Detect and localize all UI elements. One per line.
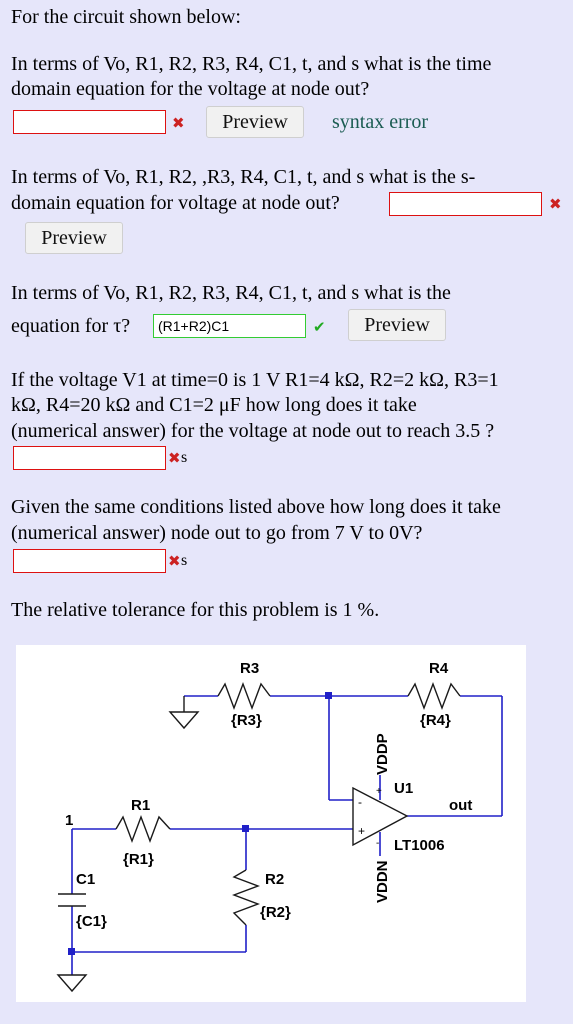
r2-value: {R2} <box>260 904 291 921</box>
r3-label: R3 <box>240 660 260 677</box>
noninverting-input-sign: + <box>358 824 366 838</box>
q5-answer-input[interactable] <box>13 549 166 573</box>
q4-line1: If the voltage V1 at time=0 is 1 V R1=4 kΩ, R2=2 kΩ, R3=1 <box>11 369 499 391</box>
vddp-label: VDDP <box>374 733 391 775</box>
q4-line2: kΩ, R4=20 kΩ and C1=2 μF how long does it take <box>11 394 417 416</box>
c1-label: C1 <box>76 871 96 888</box>
q2-line2: domain equation for voltage at node out? <box>11 192 340 214</box>
node-1-label: 1 <box>65 812 74 829</box>
circuit-junctions <box>68 692 332 955</box>
intro-text: For the circuit shown below: <box>11 6 241 28</box>
circuit-diagram <box>16 645 526 1002</box>
q2-preview-button[interactable]: Preview <box>25 222 123 254</box>
q4-line3: (numerical answer) for the voltage at node out to reach 3.5 ? <box>11 420 495 442</box>
check-mark-icon: ✔ <box>313 318 326 336</box>
r1-label: R1 <box>131 797 151 814</box>
c1-value: {C1} <box>76 913 107 930</box>
q5-unit: s <box>181 552 188 569</box>
q3-answer-value: (R1+R2)C1 <box>158 318 230 334</box>
q1-line1: In terms of Vo, R1, R2, R3, R4, C1, t, and s what is the time <box>11 53 492 75</box>
r4-value: {R4} <box>420 712 451 729</box>
q4-answer-input[interactable] <box>13 446 166 470</box>
tolerance-text: The relative tolerance for this problem is 1 %. <box>11 599 380 621</box>
r4-label: R4 <box>429 660 449 677</box>
q3-line1: In terms of Vo, R1, R2, R3, R4, C1, t, and s what is the <box>11 282 451 304</box>
q3-answer-input[interactable] <box>153 314 306 338</box>
q1-answer-input[interactable] <box>13 110 166 134</box>
q1-line2: domain equation for the voltage at node out? <box>11 78 370 100</box>
q2-answer-input[interactable] <box>389 192 542 216</box>
q2-line1: In terms of Vo, R1, R2, ,R3, R4, C1, t, and s what is the s- <box>11 166 476 188</box>
q3-line2: equation for τ? <box>11 315 131 337</box>
q1-syntax-error: syntax error <box>332 111 429 133</box>
opamp-part-label: LT1006 <box>394 837 445 854</box>
x-mark-icon: ✖ <box>549 195 562 213</box>
vddp-pin-sign: + <box>376 786 382 797</box>
r3-value: {R3} <box>231 712 262 729</box>
x-mark-icon: ✖ <box>168 449 181 467</box>
vddn-pin-sign: - <box>376 838 380 849</box>
r2-label: R2 <box>265 871 285 888</box>
r1-value: {R1} <box>123 851 154 868</box>
u1-label: U1 <box>394 780 414 797</box>
q5-line1: Given the same conditions listed above how long does it take <box>11 496 501 518</box>
q1-preview-button[interactable]: Preview <box>206 106 304 138</box>
x-mark-icon: ✖ <box>172 114 185 132</box>
q4-unit: s <box>181 449 188 466</box>
q3-preview-button[interactable]: Preview <box>348 309 446 341</box>
circuit-wires <box>72 696 502 975</box>
out-node-label: out <box>449 797 473 814</box>
inverting-input-sign: - <box>358 795 362 809</box>
vddn-label: VDDN <box>374 860 391 903</box>
x-mark-icon: ✖ <box>168 552 181 570</box>
q5-line2: (numerical answer) node out to go from 7 V to 0V? <box>11 522 423 544</box>
